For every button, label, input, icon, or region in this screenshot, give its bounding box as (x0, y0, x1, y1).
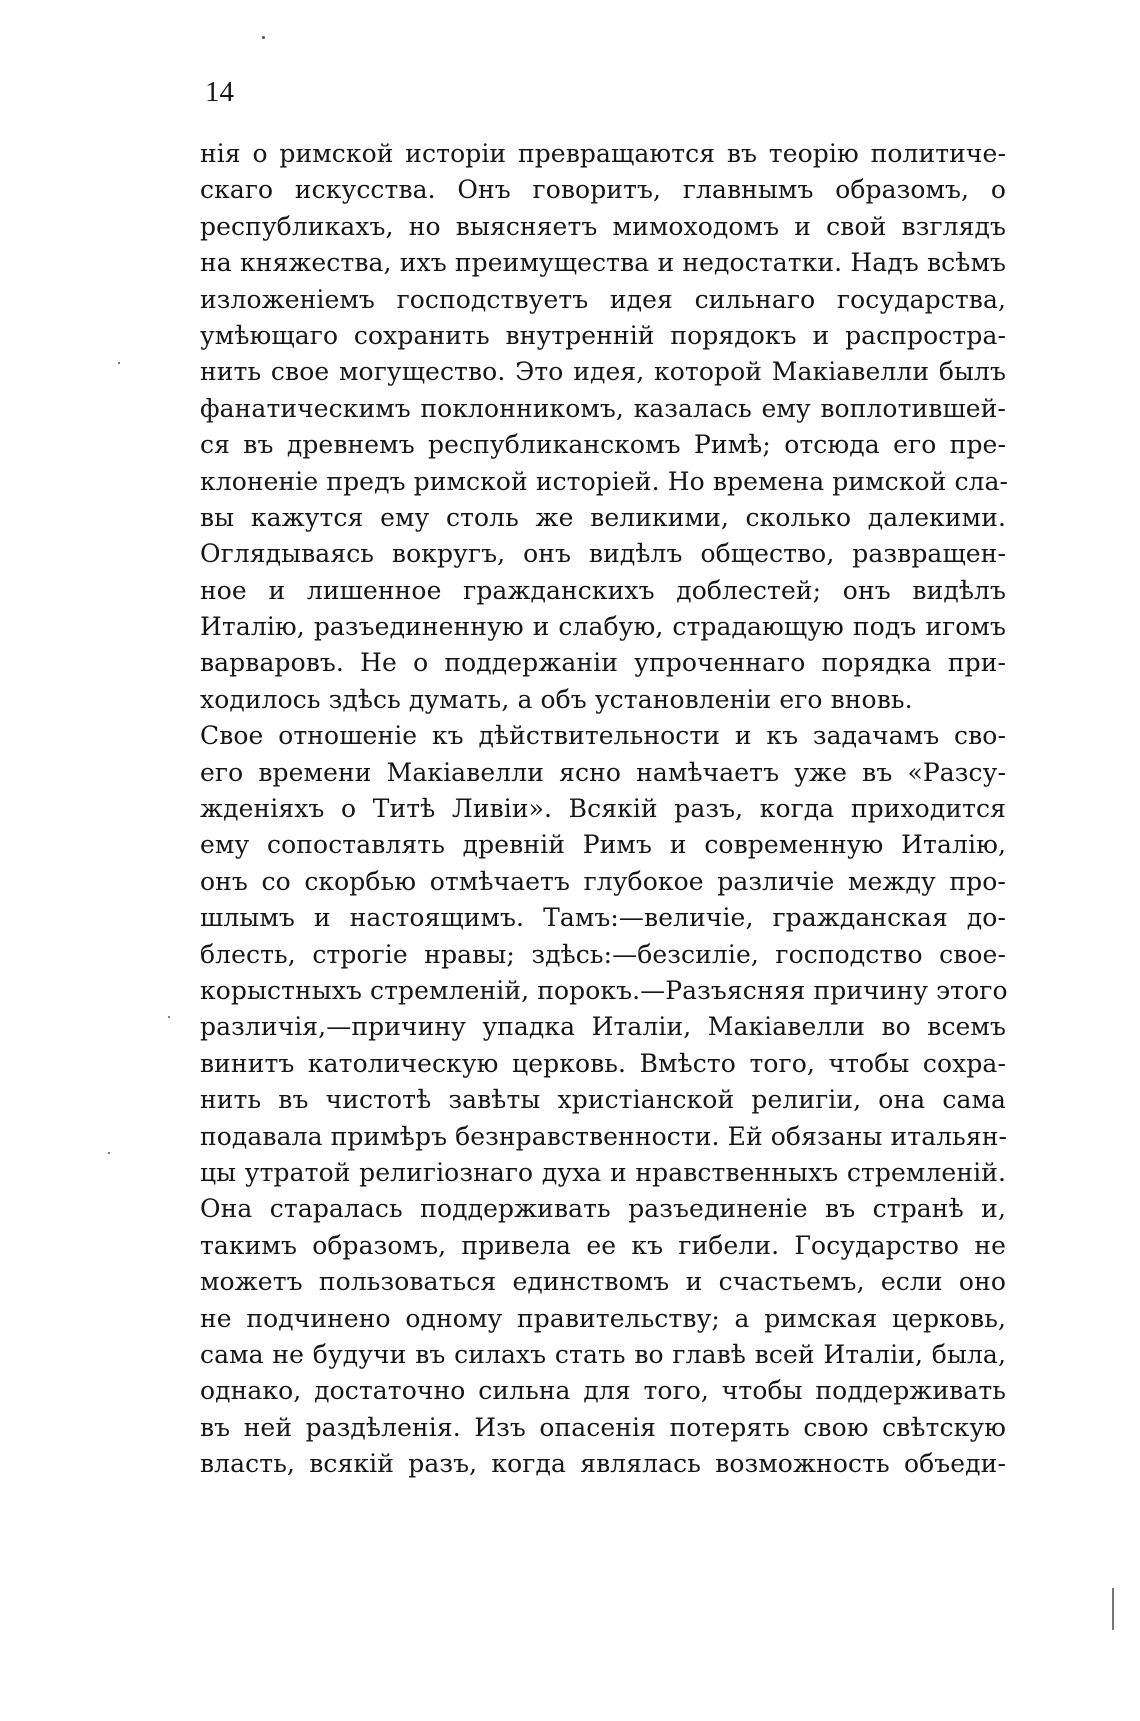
print-speck (262, 36, 265, 39)
text-line: фанатическимъ поклонникомъ, казалась ему воплотившей- (200, 393, 1006, 423)
text-line: такимъ образомъ, привела ее къ гибели. Государство не (200, 1230, 1006, 1260)
text-line: Она старалась поддерживать разъединеніе въ странѣ и, (200, 1194, 1006, 1224)
text-line: вы кажутся ему столь же великими, сколько далекими. (200, 502, 1006, 532)
text-line: корыстныхъ стремленій, порокъ.—Разъясняя причину этого (200, 975, 1008, 1005)
print-speck (118, 362, 120, 364)
text-line: власть, всякій разъ, когда являлась возможность объеди- (200, 1449, 1006, 1479)
text-line: винитъ католическую церковь. Вмѣсто того, чтобы сохра- (200, 1048, 1006, 1078)
text-line: нить свое могущество. Это идея, которой Макіавелли былъ (200, 357, 1006, 387)
text-line: цы утратой религіознаго духа и нравственныхъ стремленій. (200, 1157, 1006, 1187)
text-line: нія о римской исторіи превращаются въ теорію политиче- (200, 139, 1006, 168)
text-line: умѣющаго сохранить внутренній порядокъ и распростра- (200, 320, 1006, 350)
print-speck (168, 1016, 170, 1018)
text-line: сама не будучи въ силахъ стать во главѣ всей Италіи, была, (200, 1339, 1006, 1369)
text-line: блесть, строгіе нравы; здѣсь:—безсиліе, господство свое- (200, 939, 1006, 969)
text-line: на княжества, ихъ преимущества и недостатки. Надъ всѣмъ (200, 248, 1006, 278)
text-line: изложеніемъ господствуетъ идея сильнаго государства, (200, 284, 1006, 314)
text-line: различія,—причину упадка Италіи, Макіавелли во всемъ (200, 1012, 1006, 1042)
text-line: скаго искусства. Онъ говоритъ, главнымъ образомъ, о (200, 175, 1006, 205)
text-line: ему сопоставлять древній Римъ и современную Италію, (200, 830, 1006, 860)
body-text (200, 136, 1009, 1482)
text-line: не подчинено одному правительству; а римская церковь, (200, 1303, 1006, 1333)
print-speck (108, 1152, 110, 1154)
text-line: Италію, разъединенную и слабую, страдающую подъ игомъ (200, 612, 1006, 642)
text-line: въ ней раздѣленія. Изъ опасенія потерять свою свѣтскую (200, 1412, 1006, 1442)
text-line: клоненіе предъ римской исторіей. Но времена римской сла- (200, 466, 1009, 496)
text-line: подавала примѣръ безнравственности. Ей обязаны итальян- (200, 1121, 1008, 1151)
text-line: можетъ пользоваться единствомъ и счастьемъ, если оно (200, 1267, 1006, 1297)
text-line: ное и лишенное гражданскихъ доблестей; онъ видѣлъ (200, 575, 1006, 605)
text-line: варваровъ. Не о поддержаніи упроченнаго порядка при- (200, 648, 1006, 678)
text-line: однако, достаточно сильна для того, чтобы поддерживать (200, 1376, 1006, 1406)
text-line: Оглядываясь вокругъ, онъ видѣлъ общество, развращен- (200, 539, 1006, 569)
text-line: Свое отношеніе къ дѣйствительности и къ задачамъ сво- (200, 721, 1006, 751)
page-edge-mark (1112, 1588, 1114, 1630)
text-line: ходилось здѣсь думать, а объ установленіи его вновь. (200, 684, 913, 714)
text-line: его времени Макіавелли ясно намѣчаетъ уже въ «Разсу- (200, 757, 1006, 787)
text-line: жденіяхъ о Титѣ Ливіи». Всякій разъ, когда приходится (200, 794, 1006, 824)
text-line: шлымъ и настоящимъ. Тамъ:—величіе, гражданская до- (200, 903, 1006, 933)
text-line: республикахъ, но выясняетъ мимоходомъ и свой взглядъ (200, 211, 1006, 241)
page-number: 14 (205, 76, 234, 108)
text-line: онъ со скорбью отмѣчаетъ глубокое различіе между про- (200, 866, 1006, 896)
text-line: ся въ древнемъ республиканскомъ Римѣ; отсюда его пре- (200, 430, 1006, 460)
text-line: нить въ чистотѣ завѣты христіанской религіи, она сама (200, 1085, 1006, 1115)
